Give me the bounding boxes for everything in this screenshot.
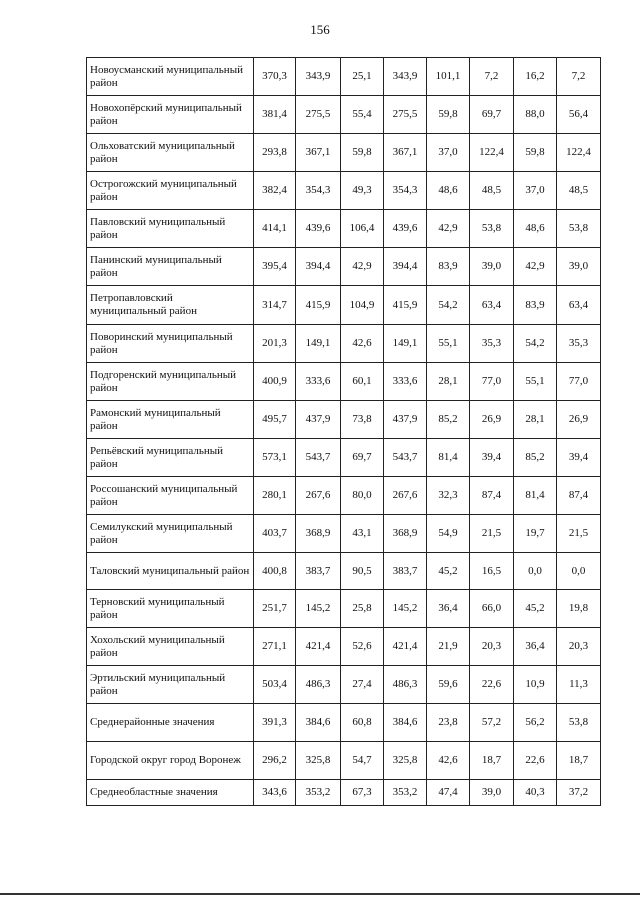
value-cell: 367,1 [384, 134, 427, 172]
value-cell: 145,2 [296, 590, 341, 628]
value-cell: 122,4 [470, 134, 514, 172]
value-cell: 81,4 [427, 439, 470, 477]
row-name-cell: Хохольский муниципальный район [87, 628, 254, 666]
value-cell: 81,4 [514, 477, 557, 515]
value-cell: 400,8 [254, 553, 296, 590]
value-cell: 28,1 [427, 363, 470, 401]
value-cell: 353,2 [296, 780, 341, 806]
value-cell: 7,2 [470, 58, 514, 96]
value-cell: 573,1 [254, 439, 296, 477]
table-row [87, 172, 601, 210]
value-cell: 80,0 [341, 477, 384, 515]
value-cell: 39,0 [470, 248, 514, 286]
value-cell: 48,6 [427, 172, 470, 210]
table-row [87, 210, 601, 248]
value-cell: 37,0 [427, 134, 470, 172]
value-cell: 382,4 [254, 172, 296, 210]
value-cell: 543,7 [296, 439, 341, 477]
value-cell: 57,2 [470, 704, 514, 742]
table-row [87, 58, 601, 96]
value-cell: 314,7 [254, 286, 296, 325]
table-row [87, 96, 601, 134]
value-cell: 104,9 [341, 286, 384, 325]
value-cell: 415,9 [296, 286, 341, 325]
value-cell: 88,0 [514, 96, 557, 134]
value-cell: 293,8 [254, 134, 296, 172]
row-name-cell: Среднерайонные значения [87, 704, 254, 742]
value-cell: 45,2 [514, 590, 557, 628]
value-cell: 83,9 [427, 248, 470, 286]
value-cell: 85,2 [514, 439, 557, 477]
value-cell: 267,6 [384, 477, 427, 515]
value-cell: 26,9 [557, 401, 601, 439]
value-cell: 343,6 [254, 780, 296, 806]
value-cell: 63,4 [557, 286, 601, 325]
row-name-cell: Рамонский муниципальный район [87, 401, 254, 439]
value-cell: 421,4 [296, 628, 341, 666]
value-cell: 36,4 [427, 590, 470, 628]
value-cell: 85,2 [427, 401, 470, 439]
value-cell: 55,1 [427, 325, 470, 363]
value-cell: 54,7 [341, 742, 384, 780]
table-row [87, 401, 601, 439]
value-cell: 353,2 [384, 780, 427, 806]
value-cell: 20,3 [470, 628, 514, 666]
value-cell: 56,4 [557, 96, 601, 134]
value-cell: 503,4 [254, 666, 296, 704]
value-cell: 415,9 [384, 286, 427, 325]
value-cell: 40,3 [514, 780, 557, 806]
value-cell: 36,4 [514, 628, 557, 666]
value-cell: 354,3 [384, 172, 427, 210]
value-cell: 384,6 [296, 704, 341, 742]
value-cell: 87,4 [557, 477, 601, 515]
value-cell: 201,3 [254, 325, 296, 363]
value-cell: 18,7 [470, 742, 514, 780]
value-cell: 56,2 [514, 704, 557, 742]
value-cell: 55,4 [341, 96, 384, 134]
value-cell: 25,1 [341, 58, 384, 96]
value-cell: 54,9 [427, 515, 470, 553]
row-name-cell: Таловский муниципальный район [87, 553, 254, 590]
table-body [87, 58, 601, 806]
value-cell: 149,1 [384, 325, 427, 363]
row-name-cell: Городской округ город Воронеж [87, 742, 254, 780]
value-cell: 28,1 [514, 401, 557, 439]
value-cell: 27,4 [341, 666, 384, 704]
value-cell: 77,0 [470, 363, 514, 401]
value-cell: 495,7 [254, 401, 296, 439]
row-name-cell: Ольховатский муниципальный район [87, 134, 254, 172]
value-cell: 47,4 [427, 780, 470, 806]
table-row [87, 704, 601, 742]
value-cell: 296,2 [254, 742, 296, 780]
table-row [87, 628, 601, 666]
row-name-cell: Новохопёрский муниципальный район [87, 96, 254, 134]
table-row [87, 325, 601, 363]
value-cell: 275,5 [296, 96, 341, 134]
table-row [87, 439, 601, 477]
value-cell: 122,4 [557, 134, 601, 172]
value-cell: 251,7 [254, 590, 296, 628]
value-cell: 32,3 [427, 477, 470, 515]
row-name-cell: Терновский муниципальный район [87, 590, 254, 628]
value-cell: 370,3 [254, 58, 296, 96]
value-cell: 271,1 [254, 628, 296, 666]
value-cell: 66,0 [470, 590, 514, 628]
value-cell: 69,7 [341, 439, 384, 477]
value-cell: 421,4 [384, 628, 427, 666]
value-cell: 19,7 [514, 515, 557, 553]
table-row [87, 363, 601, 401]
value-cell: 83,9 [514, 286, 557, 325]
value-cell: 54,2 [514, 325, 557, 363]
value-cell: 43,1 [341, 515, 384, 553]
value-cell: 343,9 [384, 58, 427, 96]
value-cell: 39,0 [470, 780, 514, 806]
value-cell: 42,6 [341, 325, 384, 363]
value-cell: 59,8 [341, 134, 384, 172]
row-name-cell: Репьёвский муниципальный район [87, 439, 254, 477]
value-cell: 22,6 [470, 666, 514, 704]
value-cell: 383,7 [296, 553, 341, 590]
row-name-cell: Новоусманский муниципальный район [87, 58, 254, 96]
value-cell: 23,8 [427, 704, 470, 742]
value-cell: 42,6 [427, 742, 470, 780]
row-name-cell: Подгоренский муниципальный район [87, 363, 254, 401]
value-cell: 437,9 [296, 401, 341, 439]
value-cell: 275,5 [384, 96, 427, 134]
value-cell: 53,8 [557, 704, 601, 742]
value-cell: 39,0 [557, 248, 601, 286]
table-row [87, 666, 601, 704]
value-cell: 16,5 [470, 553, 514, 590]
value-cell: 37,2 [557, 780, 601, 806]
table-row [87, 286, 601, 325]
data-table [86, 57, 601, 806]
value-cell: 403,7 [254, 515, 296, 553]
value-cell: 35,3 [470, 325, 514, 363]
value-cell: 280,1 [254, 477, 296, 515]
value-cell: 73,8 [341, 401, 384, 439]
value-cell: 381,4 [254, 96, 296, 134]
table-row [87, 134, 601, 172]
value-cell: 37,0 [514, 172, 557, 210]
value-cell: 39,4 [557, 439, 601, 477]
value-cell: 400,9 [254, 363, 296, 401]
value-cell: 60,8 [341, 704, 384, 742]
row-name-cell: Среднеобластные значения [87, 780, 254, 806]
value-cell: 48,5 [557, 172, 601, 210]
value-cell: 343,9 [296, 58, 341, 96]
value-cell: 101,1 [427, 58, 470, 96]
value-cell: 77,0 [557, 363, 601, 401]
table-row [87, 477, 601, 515]
value-cell: 49,3 [341, 172, 384, 210]
value-cell: 18,7 [557, 742, 601, 780]
value-cell: 16,2 [514, 58, 557, 96]
value-cell: 325,8 [384, 742, 427, 780]
table-row [87, 515, 601, 553]
table-row [87, 742, 601, 780]
value-cell: 0,0 [557, 553, 601, 590]
value-cell: 384,6 [384, 704, 427, 742]
table-row [87, 780, 601, 806]
value-cell: 45,2 [427, 553, 470, 590]
value-cell: 48,5 [470, 172, 514, 210]
row-name-cell: Эртильский муниципальный район [87, 666, 254, 704]
value-cell: 333,6 [384, 363, 427, 401]
row-name-cell: Острогожский муниципальный район [87, 172, 254, 210]
value-cell: 35,3 [557, 325, 601, 363]
value-cell: 59,8 [514, 134, 557, 172]
value-cell: 53,8 [470, 210, 514, 248]
value-cell: 90,5 [341, 553, 384, 590]
value-cell: 368,9 [296, 515, 341, 553]
table-row [87, 248, 601, 286]
value-cell: 486,3 [384, 666, 427, 704]
value-cell: 149,1 [296, 325, 341, 363]
value-cell: 42,9 [427, 210, 470, 248]
value-cell: 21,9 [427, 628, 470, 666]
value-cell: 54,2 [427, 286, 470, 325]
table-row [87, 553, 601, 590]
value-cell: 59,6 [427, 666, 470, 704]
row-name-cell: Петропавловский муниципальный район [87, 286, 254, 325]
row-name-cell: Поворинский муниципальный район [87, 325, 254, 363]
row-name-cell: Панинский муниципальный район [87, 248, 254, 286]
value-cell: 145,2 [384, 590, 427, 628]
value-cell: 368,9 [384, 515, 427, 553]
value-cell: 486,3 [296, 666, 341, 704]
value-cell: 383,7 [384, 553, 427, 590]
value-cell: 391,3 [254, 704, 296, 742]
value-cell: 87,4 [470, 477, 514, 515]
value-cell: 20,3 [557, 628, 601, 666]
value-cell: 21,5 [470, 515, 514, 553]
value-cell: 48,6 [514, 210, 557, 248]
page-number: 156 [310, 22, 330, 37]
value-cell: 60,1 [341, 363, 384, 401]
value-cell: 394,4 [384, 248, 427, 286]
value-cell: 543,7 [384, 439, 427, 477]
value-cell: 437,9 [384, 401, 427, 439]
value-cell: 25,8 [341, 590, 384, 628]
value-cell: 354,3 [296, 172, 341, 210]
value-cell: 59,8 [427, 96, 470, 134]
value-cell: 325,8 [296, 742, 341, 780]
value-cell: 39,4 [470, 439, 514, 477]
value-cell: 21,5 [557, 515, 601, 553]
value-cell: 395,4 [254, 248, 296, 286]
value-cell: 52,6 [341, 628, 384, 666]
value-cell: 333,6 [296, 363, 341, 401]
value-cell: 42,9 [514, 248, 557, 286]
value-cell: 367,1 [296, 134, 341, 172]
value-cell: 22,6 [514, 742, 557, 780]
value-cell: 42,9 [341, 248, 384, 286]
value-cell: 63,4 [470, 286, 514, 325]
value-cell: 267,6 [296, 477, 341, 515]
value-cell: 69,7 [470, 96, 514, 134]
value-cell: 0,0 [514, 553, 557, 590]
value-cell: 67,3 [341, 780, 384, 806]
value-cell: 11,3 [557, 666, 601, 704]
value-cell: 394,4 [296, 248, 341, 286]
value-cell: 26,9 [470, 401, 514, 439]
table-row [87, 590, 601, 628]
row-name-cell: Россошанский муниципальный район [87, 477, 254, 515]
row-name-cell: Павловский муниципальный район [87, 210, 254, 248]
value-cell: 439,6 [384, 210, 427, 248]
row-name-cell: Семилукский муниципальный район [87, 515, 254, 553]
value-cell: 414,1 [254, 210, 296, 248]
value-cell: 439,6 [296, 210, 341, 248]
bottom-rule [0, 893, 640, 895]
value-cell: 7,2 [557, 58, 601, 96]
value-cell: 19,8 [557, 590, 601, 628]
value-cell: 10,9 [514, 666, 557, 704]
value-cell: 55,1 [514, 363, 557, 401]
value-cell: 106,4 [341, 210, 384, 248]
value-cell: 53,8 [557, 210, 601, 248]
